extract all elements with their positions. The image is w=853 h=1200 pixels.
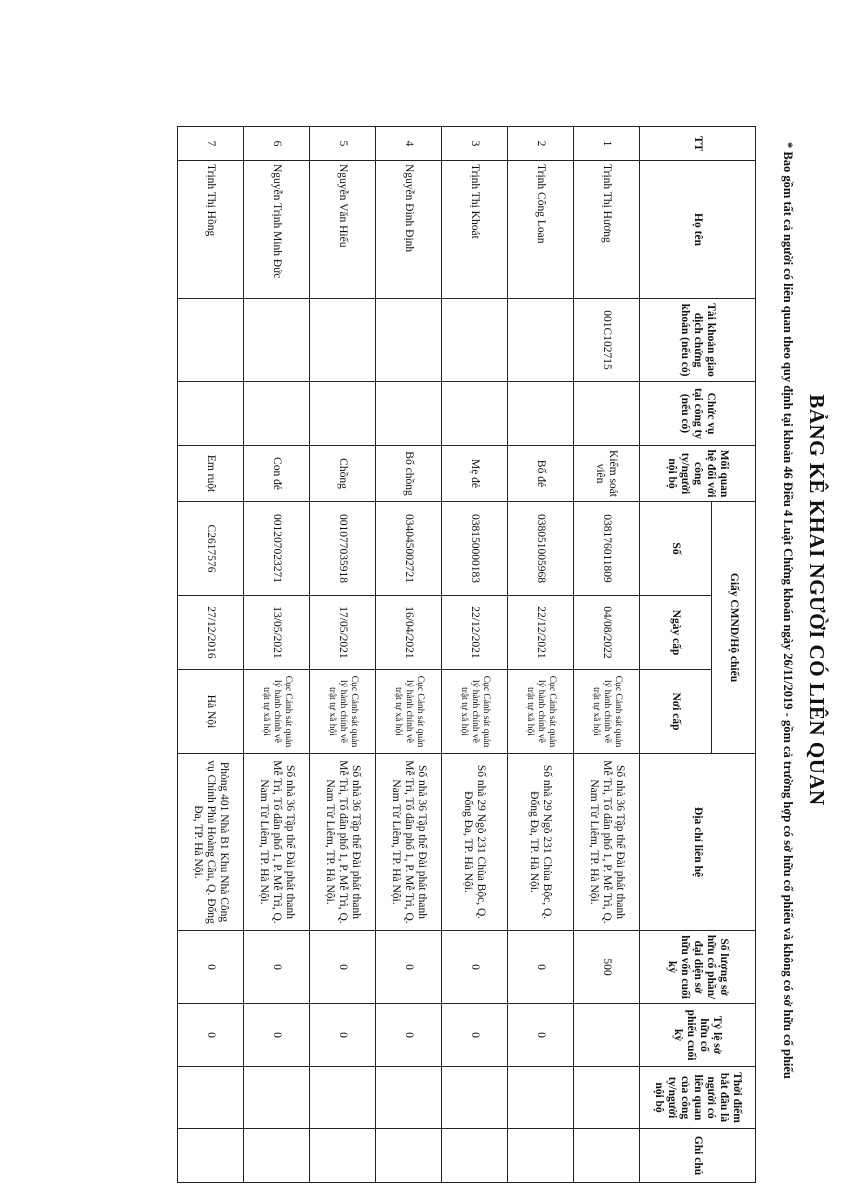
cell-ty-le: 0 [376,1004,442,1067]
cell-quan-he: Chồng [310,446,376,502]
cell-tai-khoan [508,299,574,382]
cell-dia-chi: Số nhà 36 Tập thể Đài phát thanh Mễ Trì, Tổ dân phố 1, P. Mễ Trì, Q. Nam Từ Liêm, TP. Hà Nội. [310,754,376,931]
cell-ho-ten: Trịnh Thị Khoát [442,161,508,299]
cell-ty-le: 0 [244,1004,310,1067]
cell-quan-he: Em ruột [178,446,244,502]
header-ngay-cap: Ngày cấp [640,596,712,670]
cell-ngay-cap: 16/04/2021 [376,596,442,670]
page-title: BẢNG KÊ KHAI NGƯỜI CÓ LIÊN QUAN [805,394,829,806]
cell-so-luong: 0 [244,931,310,1004]
cell-thoi-diem [574,1067,640,1129]
cell-thoi-diem [244,1067,310,1129]
cell-tt: 5 [310,127,376,161]
cell-so-luong: 0 [376,931,442,1004]
header-giay-cmnd: Giấy CMND/Hộ chiếu [712,502,756,754]
cell-tt: 2 [508,127,574,161]
header-moi-quan-he: Mối quan hệ đối với công ty/người nội bộ [640,446,756,502]
cell-ho-ten: Nguyễn Trịnh Minh Đức [244,161,310,299]
cell-tai-khoan [310,299,376,382]
cell-noi-cap: Hà Nội [178,670,244,754]
cell-quan-he: Mẹ đẻ [442,446,508,502]
cell-quan-he: Bố đẻ [508,446,574,502]
cell-ty-le: 0 [310,1004,376,1067]
cell-ho-ten: Trịnh Thị Hồng [178,161,244,299]
scope-note: * Bao gồm tất cả người có liên quan theo quy định tại khoản 46 Điều 4 Luật Chứng khoán ngày 26/11/2019 - gồm cả trường hợp có sở hữu cổ phiếu và không có sở hữu cổ phiếu [781,142,795,1079]
cell-ty-le: 0 [508,1004,574,1067]
cell-so-luong: 0 [310,931,376,1004]
cell-chuc-vu [442,382,508,446]
cell-so: 038051005968 [508,502,574,596]
cell-noi-cap: Cục Cảnh sát quản lý hành chính về trật tự xã hội [244,670,310,754]
cell-ngay-cap: 04/08/2022 [574,596,640,670]
cell-tai-khoan [442,299,508,382]
cell-ho-ten: Trịnh Công Loan [508,161,574,299]
table-row [442,127,508,1183]
cell-noi-cap: Cục Cảnh sát quản lý hành chính về trật tự xã hội [310,670,376,754]
cell-dia-chi: Số nhà 36 Tập thể Đài phát thanh Mễ Trì, Tổ dân phố 1, P. Mễ Trì, Q. Nam Từ Liêm, TP. Hà Nội. [244,754,310,931]
cell-ghi-chu [574,1129,640,1183]
table-row [178,127,244,1183]
cell-quan-he: Bố chồng [376,446,442,502]
header-so-luong: Số lượng sở hữu cổ phần/ đại diện sở hữu vốn cuối kỳ [640,931,756,1004]
cell-ngay-cap: 27/12/2016 [178,596,244,670]
cell-ngay-cap: 13/05/2021 [244,596,310,670]
header-thoi-diem: Thời điểm bắt đầu là người có liên quan của công ty/người nội bộ [640,1067,756,1129]
cell-noi-cap: Cục Cảnh sát quản lý hành chính về trật tự xã hội [574,670,640,754]
cell-so: 001077035918 [310,502,376,596]
cell-ghi-chu [310,1129,376,1183]
header-dia-chi: Địa chỉ liên hệ [640,754,756,931]
cell-chuc-vu [310,382,376,446]
cell-ho-ten: Nguyễn Văn Hiếu [310,161,376,299]
cell-so-luong: 0 [508,931,574,1004]
table-header [640,127,756,1183]
cell-so: 034045002721 [376,502,442,596]
cell-noi-cap: Cục Cảnh sát quản lý hành chính về trật tự xã hội [442,670,508,754]
cell-so: 038176011809 [574,502,640,596]
cell-dia-chi: Số nhà 29 Ngõ 231 Chùa Bộc, Q. Đống Đa, TP. Hà Nội. [442,754,508,931]
table-body [178,127,640,1183]
table-row [244,127,310,1183]
header-ty-le: Tỷ lệ sở hữu cổ phiếu cuối kỳ [640,1004,756,1067]
cell-thoi-diem [508,1067,574,1129]
table-row [574,127,640,1183]
cell-ngay-cap: 22/12/2021 [442,596,508,670]
cell-noi-cap: Cục Cảnh sát quản lý hành chính về trật tự xã hội [376,670,442,754]
cell-chuc-vu [178,382,244,446]
cell-ty-le: 0 [178,1004,244,1067]
cell-so-luong: 0 [442,931,508,1004]
cell-quan-he: Kiểm soát viên [574,446,640,502]
header-tai-khoan: Tài khoản giao dịch chứng khoán (nếu có) [640,299,756,382]
header-ghi-chu: Ghi chú [640,1129,756,1183]
cell-tai-khoan [244,299,310,382]
header-so: Số [640,502,712,596]
cell-dia-chi: Số nhà 36 Tập thể Đài phát thanh Mễ Trì, Tổ dân phố 1, P. Mễ Trì, Q. Nam Từ Liêm, TP. Hà Nội. [376,754,442,931]
cell-ngay-cap: 22/12/2021 [508,596,574,670]
cell-noi-cap: Cục Cảnh sát quản lý hành chính về trật tự xã hội [508,670,574,754]
cell-so: 038150000183 [442,502,508,596]
cell-tt: 6 [244,127,310,161]
cell-tai-khoan [178,299,244,382]
cell-ty-le: 0 [442,1004,508,1067]
cell-thoi-diem [178,1067,244,1129]
cell-tai-khoan [376,299,442,382]
cell-ho-ten: Nguyễn Đình Định [376,161,442,299]
cell-so: C2617576 [178,502,244,596]
cell-chuc-vu [244,382,310,446]
cell-tt: 7 [178,127,244,161]
cell-tai-khoan: 001C102715 [574,299,640,382]
cell-ghi-chu [178,1129,244,1183]
cell-thoi-diem [442,1067,508,1129]
header-chuc-vu: Chức vụ tại công ty (nếu có) [640,382,756,446]
cell-dia-chi: Phòng 401 Nhà B1 Khu Nhà Công vụ Chính Phủ Hoàng Cầu, Q. Đống Đa, TP. Hà Nội. [178,754,244,931]
table-row [310,127,376,1183]
cell-thoi-diem [376,1067,442,1129]
cell-dia-chi: Số nhà 36 Tập thể Đài phát thanh Mễ Trì, Tổ dân phố 1, P. Mễ Trì, Q. Nam Từ Liêm, TP. Hà Nội. [574,754,640,931]
cell-thoi-diem [310,1067,376,1129]
cell-ngay-cap: 17/05/2021 [310,596,376,670]
cell-ghi-chu [442,1129,508,1183]
cell-chuc-vu [376,382,442,446]
cell-chuc-vu [574,382,640,446]
table-row [508,127,574,1183]
cell-so-luong: 500 [574,931,640,1004]
related-persons-table [177,126,756,1183]
cell-chuc-vu [508,382,574,446]
cell-tt: 3 [442,127,508,161]
table-row [376,127,442,1183]
cell-ghi-chu [508,1129,574,1183]
cell-ghi-chu [244,1129,310,1183]
cell-so-luong: 0 [178,931,244,1004]
cell-ho-ten: Trịnh Thị Hương [574,161,640,299]
cell-quan-he: Con đẻ [244,446,310,502]
cell-ty-le [574,1004,640,1067]
cell-dia-chi: Số nhà 29 Ngõ 231 Chùa Bộc, Q. Đống Đa, TP. Hà Nội. [508,754,574,931]
cell-tt: 4 [376,127,442,161]
cell-tt: 1 [574,127,640,161]
header-tt: TT [640,127,756,161]
cell-ghi-chu [376,1129,442,1183]
header-noi-cap: Nơi cấp [640,670,712,754]
cell-so: 001207023271 [244,502,310,596]
header-ho-ten: Họ tên [640,161,756,299]
